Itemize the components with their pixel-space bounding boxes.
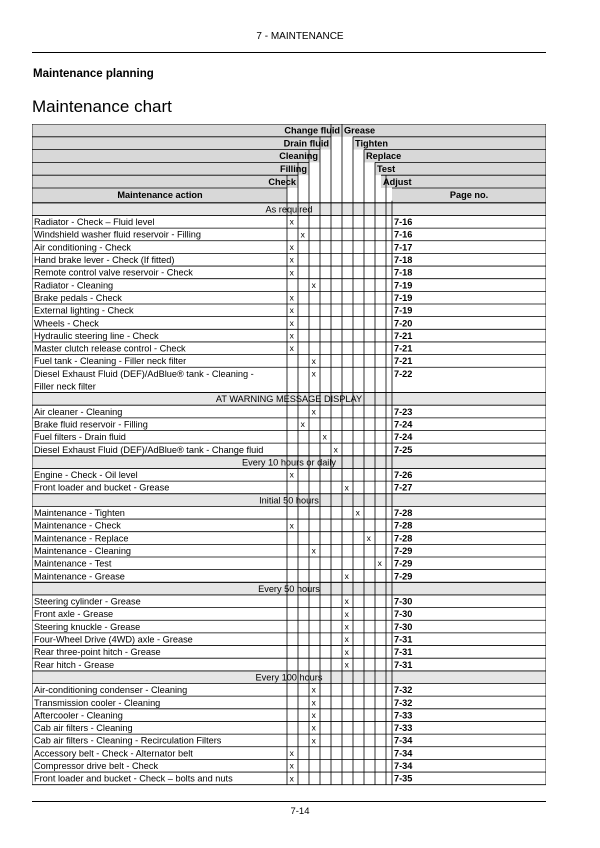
column-header-label: Cleaning: [279, 151, 318, 162]
row-mark: x: [289, 292, 294, 303]
row-page-number: 7-29: [394, 545, 413, 556]
row-mark: x: [322, 431, 327, 442]
row-action: Fuel filters - Drain fluid: [34, 432, 126, 443]
row-action: Fuel tank - Cleaning - Filler neck filter: [34, 356, 187, 367]
group-title: Initial 50 hours: [259, 495, 319, 506]
row-page-number: 7-16: [394, 229, 413, 240]
row-mark: x: [300, 229, 305, 240]
row-page-number: 7-24: [394, 432, 413, 443]
row-action: Diesel Exhaust Fluid (DEF)/AdBlue® tank - Change fluid: [34, 444, 264, 455]
row-page-number: 7-34: [394, 748, 413, 759]
row-mark: x: [311, 684, 316, 695]
column-header-label: Adjust: [383, 176, 412, 187]
column-header-label: Replace: [366, 151, 402, 162]
row-page-number: 7-19: [394, 305, 413, 316]
header-band-left: [32, 175, 298, 188]
row-page-number: 7-27: [394, 482, 413, 493]
row-action: Diesel Exhaust Fluid (DEF)/AdBlue® tank - Cleaning -: [34, 368, 254, 379]
column-header-label: Tighten: [355, 138, 389, 149]
row-mark: x: [289, 267, 294, 278]
chart-title: Maintenance chart: [32, 97, 172, 116]
column-header-label: Test: [377, 164, 396, 174]
row-action: Maintenance - Tighten: [34, 508, 125, 518]
row-mark: x: [289, 216, 294, 227]
header-band-left: [32, 150, 320, 163]
row-action: Maintenance - Cleaning: [34, 545, 132, 556]
row-page-number: 7-29: [394, 558, 413, 569]
row-mark: x: [344, 621, 349, 632]
row-mark: x: [289, 330, 294, 341]
row-action: Air cleaner - Cleaning: [34, 406, 123, 417]
row-mark: x: [344, 634, 349, 645]
row-action: Compressor drive belt - Check: [34, 761, 159, 771]
column-header-label: Grease: [344, 125, 376, 136]
row-page-number: 7-21: [394, 330, 413, 341]
row-action: Hand brake lever - Check (If fitted): [34, 255, 175, 265]
row-action: Aftercooler - Cleaning: [34, 710, 123, 721]
row-page-number: 7-26: [394, 470, 413, 481]
row-page-number: 7-16: [394, 217, 413, 228]
row-page-number: 7-24: [394, 419, 413, 430]
row-action: Steering cylinder - Grease: [34, 596, 141, 607]
row-page-number: 7-28: [394, 508, 413, 518]
group-title: AT WARNING MESSAGE DISPLAY: [215, 394, 363, 405]
row-page-number: 7-21: [394, 356, 413, 367]
row-page-number: 7-20: [394, 318, 413, 329]
row-page-number: 7-28: [394, 533, 413, 544]
row-page-number: 7-19: [394, 280, 413, 291]
row-page-number: 7-28: [394, 520, 413, 531]
row-mark: x: [344, 570, 349, 581]
row-page-number: 7-18: [394, 267, 413, 278]
row-action: External lighting - Check: [34, 305, 134, 316]
header-band-right: [375, 162, 546, 175]
row-mark: x: [311, 545, 316, 556]
row-action: Rear three-point hitch - Grease: [34, 647, 161, 658]
header-band-left: [32, 162, 309, 175]
group-title: As required: [265, 204, 313, 215]
row-page-number: 7-33: [394, 710, 413, 721]
row-mark: x: [344, 596, 349, 607]
row-mark: x: [311, 406, 316, 417]
row-mark: x: [289, 343, 294, 354]
column-header-label: Check: [268, 176, 296, 187]
row-mark: x: [311, 735, 316, 746]
running-header: 7 - MAINTENANCE: [256, 31, 344, 42]
row-mark: x: [311, 697, 316, 708]
row-page-number: 7-30: [394, 596, 413, 607]
row-action: Rear hitch - Grease: [34, 659, 115, 670]
row-action: Air-conditioning condenser - Cleaning: [34, 685, 188, 696]
row-mark: x: [289, 747, 294, 758]
column-header-label: Drain fluid: [283, 138, 329, 149]
row-mark: x: [333, 444, 338, 455]
row-mark: x: [366, 532, 371, 543]
row-mark: x: [289, 317, 294, 328]
column-header-label: Change fluid: [284, 125, 340, 136]
row-mark: x: [289, 469, 294, 480]
row-page-number: 7-30: [394, 621, 413, 632]
group-title: Every 50 hours: [258, 583, 320, 594]
row-action: Air conditioning - Check: [34, 242, 132, 253]
row-mark: x: [289, 773, 294, 784]
row-action-continued: Filler neck filter: [34, 381, 96, 392]
row-mark: x: [311, 279, 316, 290]
row-page-number: 7-35: [394, 773, 413, 784]
row-page-number: 7-32: [394, 685, 413, 696]
row-page-number: 7-29: [394, 571, 413, 582]
row-action: Front loader and bucket - Grease: [34, 482, 170, 493]
row-action: Remote control valve reservoir - Check: [34, 267, 193, 278]
row-action: Brake fluid reservoir - Filling: [34, 419, 148, 430]
column-header-label: Filling: [279, 164, 307, 174]
row-mark: x: [311, 368, 316, 379]
header-rule: [32, 52, 546, 53]
footer-rule: [32, 801, 546, 802]
row-page-number: 7-21: [394, 343, 413, 354]
row-mark: x: [289, 305, 294, 316]
row-page-number: 7-31: [394, 634, 413, 645]
row-action: Front loader and bucket - Check – bolts and nuts: [34, 773, 233, 784]
row-action: Maintenance - Test: [34, 558, 112, 569]
row-mark: x: [300, 419, 305, 430]
row-mark: x: [289, 760, 294, 771]
row-action: Maintenance - Grease: [34, 571, 125, 582]
row-mark: x: [344, 646, 349, 657]
row-page-number: 7-17: [394, 242, 413, 253]
row-page-number: 7-30: [394, 609, 413, 620]
row-mark: x: [355, 507, 360, 518]
row-mark: x: [311, 722, 316, 733]
row-mark: x: [344, 608, 349, 619]
row-action: Wheels - Check: [34, 318, 99, 329]
action-column-header: Maintenance action: [117, 190, 203, 200]
group-title: Every 10 hours or daily: [242, 457, 336, 468]
row-mark: x: [289, 520, 294, 531]
row-action: Cab air filters - Cleaning: [34, 723, 133, 734]
row-action: Four-Wheel Drive (4WD) axle - Grease: [34, 634, 193, 645]
row-action: Brake pedals - Check: [34, 292, 122, 303]
row-mark: x: [377, 558, 382, 569]
page-column-header: Page no.: [449, 190, 489, 200]
row-page-number: 7-19: [394, 292, 413, 303]
row-page-number: 7-23: [394, 406, 413, 417]
row-mark: x: [344, 659, 349, 670]
page-number: 7-14: [290, 806, 310, 817]
row-page-number: 7-33: [394, 723, 413, 734]
row-action: Hydraulic steering line - Check: [34, 330, 159, 341]
group-title: Every 100 hours: [255, 672, 323, 683]
row-mark: x: [344, 482, 349, 493]
row-page-number: 7-31: [394, 647, 413, 658]
row-action: Master clutch release control - Check: [34, 343, 186, 354]
row-page-number: 7-34: [394, 761, 413, 771]
section-title: Maintenance planning: [33, 68, 154, 80]
row-action: Steering knuckle - Grease: [34, 621, 141, 632]
row-page-number: 7-31: [394, 659, 413, 670]
row-action: Windshield washer fluid reservoir - Filling: [34, 229, 201, 240]
maintenance-chart-table: [32, 124, 546, 787]
row-page-number: 7-22: [394, 368, 413, 379]
row-action: Radiator - Check – Fluid level: [34, 217, 155, 228]
row-mark: x: [311, 710, 316, 720]
row-page-number: 7-18: [394, 255, 413, 265]
row-action: Engine - Check - Oil level: [34, 470, 138, 481]
row-action: Maintenance - Check: [34, 520, 121, 531]
row-page-number: 7-32: [394, 697, 413, 708]
row-action: Accessory belt - Check - Alternator belt: [34, 748, 193, 759]
row-mark: x: [311, 355, 316, 366]
row-action: Transmission cooler - Cleaning: [34, 697, 161, 708]
row-page-number: 7-25: [394, 444, 413, 455]
row-mark: x: [289, 254, 294, 265]
row-action: Maintenance - Replace: [34, 533, 129, 544]
row-mark: x: [289, 241, 294, 252]
row-action: Front axle - Grease: [34, 609, 114, 620]
row-action: Radiator - Cleaning: [34, 280, 114, 291]
row-action: Cab air filters - Cleaning - Recirculation Filters: [34, 735, 222, 746]
row-page-number: 7-34: [394, 735, 413, 746]
